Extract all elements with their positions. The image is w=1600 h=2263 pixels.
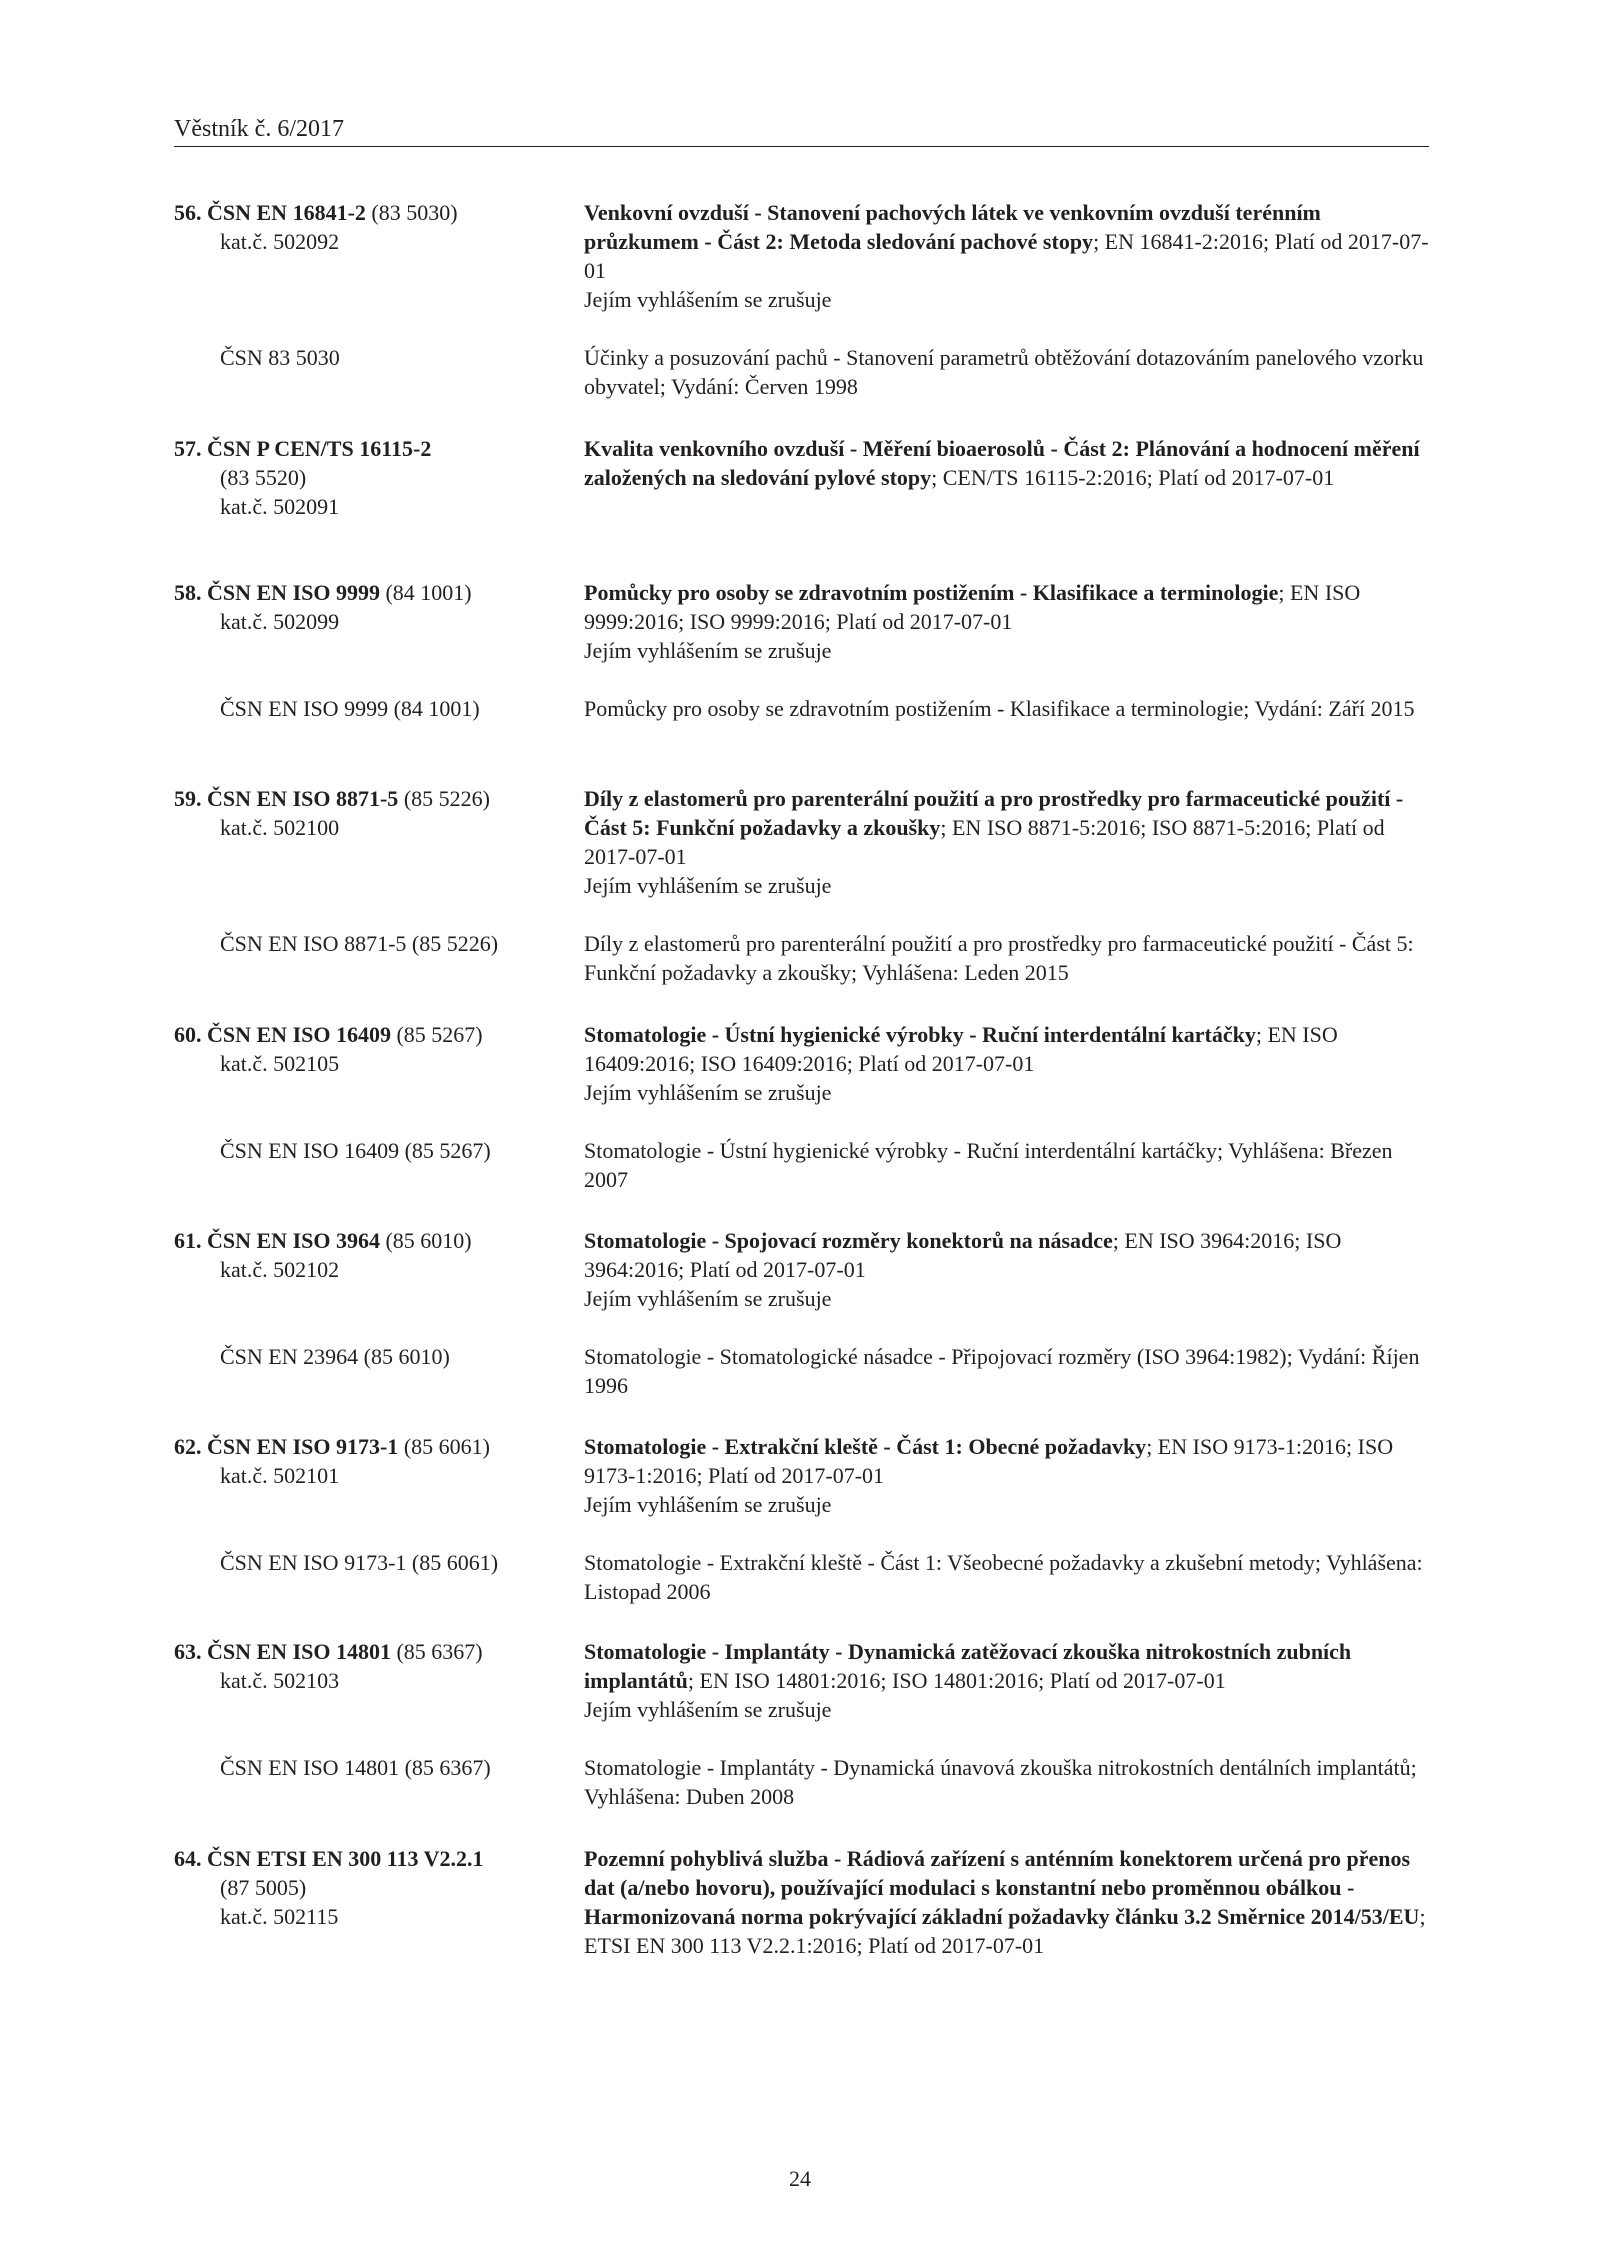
standard-entry-57 bbox=[174, 434, 1429, 519]
catalog-number: kat.č. 502099 bbox=[220, 609, 340, 634]
standard-code: ČSN EN ISO 8871-5 bbox=[207, 786, 399, 811]
entry-main-row bbox=[174, 1226, 1429, 1313]
standard-code: ČSN P CEN/TS 16115-2 bbox=[207, 436, 432, 461]
entry-identifier bbox=[174, 434, 574, 521]
withdrawn-description: Pomůcky pro osoby se zdravotním postižením - Klasifikace a terminologie; Vydání: Září 2015 bbox=[584, 696, 1415, 721]
entry-description bbox=[584, 1432, 1429, 1519]
withdrawn-description: Stomatologie - Extrakční kleště - Část 1: Všeobecné požadavky a zkušební metody; Vyhlášena: Listopad 2006 bbox=[584, 1550, 1423, 1604]
entry-number: 63. bbox=[174, 1639, 202, 1664]
entry-main-row bbox=[174, 1432, 1429, 1519]
withdraw-note: Jejím vyhlášením se zrušuje bbox=[584, 638, 832, 663]
standard-details: ; EN 16841-2:2016; Platí od 2017-07-01 bbox=[584, 229, 1429, 283]
entry-identifier bbox=[174, 1844, 574, 1931]
page-header bbox=[174, 114, 1429, 147]
standard-code: ČSN EN ISO 9999 bbox=[207, 580, 380, 605]
entry-description bbox=[584, 1844, 1429, 1960]
entry-description bbox=[584, 578, 1429, 665]
classification-code: (85 6010) bbox=[385, 1228, 472, 1253]
withdrawn-description: Účinky a posuzování pachů - Stanovení parametrů obtěžování dotazováním panelového vzorku obyvatel; Vydání: Červen 1998 bbox=[584, 345, 1424, 399]
withdrawn-code: ČSN 83 5030 bbox=[220, 345, 340, 370]
journal-title: Věstník č. 6/2017 bbox=[174, 116, 344, 142]
entry-number: 60. bbox=[174, 1022, 202, 1047]
standard-details: ; ETSI EN 300 113 V2.2.1:2016; Platí od 2017-07-01 bbox=[584, 1904, 1426, 1958]
entry-number: 56. bbox=[174, 200, 202, 225]
withdrawn-standard-row bbox=[174, 694, 1429, 723]
standard-entry-63 bbox=[174, 1637, 1429, 1811]
page-number: 24 bbox=[789, 2166, 811, 2191]
entry-description bbox=[584, 784, 1429, 900]
withdrawn-code: ČSN EN ISO 9173-1 (85 6061) bbox=[220, 1550, 499, 1575]
withdrawn-code: ČSN EN ISO 8871-5 (85 5226) bbox=[220, 931, 499, 956]
standard-title: Pozemní pohyblivá služba - Rádiová zařízení s anténním konektorem určená pro přenos dat (a/nebo hovoru), používající modulaci s konstantní nebo proměnnou obálkou - Harmonizovaná norma pokrývající základní požadavky článku 3.2 Směrnice 2014/53/EU bbox=[584, 1846, 1420, 1929]
classification-code: (85 6367) bbox=[396, 1639, 483, 1664]
page-footer bbox=[0, 2164, 1600, 2193]
standard-details: ; EN ISO 8871-5:2016; ISO 8871-5:2016; Platí od 2017-07-01 bbox=[584, 815, 1385, 869]
entry-description bbox=[584, 1226, 1429, 1313]
entry-identifier bbox=[174, 784, 574, 842]
standard-details: ; CEN/TS 16115-2:2016; Platí od 2017-07-01 bbox=[931, 465, 1335, 490]
catalog-number: kat.č. 502092 bbox=[220, 229, 340, 254]
classification-code: (83 5030) bbox=[371, 200, 458, 225]
entry-identifier bbox=[174, 1020, 574, 1078]
standard-entry-58 bbox=[174, 578, 1429, 723]
entry-main-row bbox=[174, 1637, 1429, 1724]
withdrawn-code: ČSN EN ISO 14801 (85 6367) bbox=[220, 1755, 491, 1780]
standard-details: ; EN ISO 9999:2016; ISO 9999:2016; Platí od 2017-07-01 bbox=[584, 580, 1361, 634]
entry-identifier bbox=[174, 578, 574, 636]
entry-identifier bbox=[174, 1226, 574, 1284]
classification-code: (85 5226) bbox=[403, 786, 490, 811]
standard-code: ČSN EN ISO 16409 bbox=[207, 1022, 391, 1047]
entry-main-row bbox=[174, 1844, 1429, 1960]
standard-title: Kvalita venkovního ovzduší - Měření bioaerosolů - Část 2: Plánování a hodnocení měření založených na sledování pylové stopy bbox=[584, 436, 1420, 490]
standard-title: Stomatologie - Spojovací rozměry konektorů na násadce bbox=[584, 1228, 1113, 1253]
classification-code: (85 6061) bbox=[403, 1434, 490, 1459]
entry-number: 59. bbox=[174, 786, 202, 811]
withdrawn-description: Díly z elastomerů pro parenterální použití a pro prostředky pro farmaceutické použití - Část 5: Funkční požadavky a zkoušky; Vyhlášena: Leden 2015 bbox=[584, 931, 1414, 985]
catalog-number: kat.č. 502100 bbox=[220, 815, 340, 840]
standard-code: ČSN EN ISO 14801 bbox=[207, 1639, 391, 1664]
standard-title: Stomatologie - Implantáty - Dynamická zatěžovací zkouška nitrokostních zubních implantátů bbox=[584, 1639, 1352, 1693]
standard-details: ; EN ISO 9173-1:2016; ISO 9173-1:2016; Platí od 2017-07-01 bbox=[584, 1434, 1394, 1488]
entry-main-row bbox=[174, 578, 1429, 665]
entry-main-row bbox=[174, 784, 1429, 900]
withdrawn-description: Stomatologie - Implantáty - Dynamická únavová zkouška nitrokostních dentálních implantátů; Vyhlášena: Duben 2008 bbox=[584, 1755, 1417, 1809]
standard-entry-59 bbox=[174, 784, 1429, 987]
standard-code: ČSN EN 16841-2 bbox=[207, 200, 366, 225]
classification-code: (83 5520) bbox=[220, 465, 307, 490]
withdrawn-standard-row bbox=[174, 1548, 1429, 1606]
withdrawn-standard-row bbox=[174, 929, 1429, 987]
classification-code: (84 1001) bbox=[385, 580, 472, 605]
catalog-number: kat.č. 502115 bbox=[220, 1904, 339, 1929]
entry-description bbox=[584, 434, 1429, 492]
standard-entry-61 bbox=[174, 1226, 1429, 1400]
standard-details: ; EN ISO 14801:2016; ISO 14801:2016; Platí od 2017-07-01 bbox=[687, 1668, 1226, 1693]
entry-description bbox=[584, 1637, 1429, 1724]
catalog-number: kat.č. 502105 bbox=[220, 1051, 340, 1076]
withdrawn-description: Stomatologie - Stomatologické násadce - Připojovací rozměry (ISO 3964:1982); Vydání: Říjen 1996 bbox=[584, 1344, 1420, 1398]
withdrawn-description: Stomatologie - Ústní hygienické výrobky - Ruční interdentální kartáčky; Vyhlášena: Březen 2007 bbox=[584, 1138, 1393, 1192]
withdraw-note: Jejím vyhlášením se zrušuje bbox=[584, 1286, 832, 1311]
classification-code: (87 5005) bbox=[220, 1875, 307, 1900]
withdraw-note: Jejím vyhlášením se zrušuje bbox=[584, 1492, 832, 1517]
standard-entry-62 bbox=[174, 1432, 1429, 1606]
entry-identifier bbox=[174, 198, 574, 256]
entry-number: 58. bbox=[174, 580, 202, 605]
standard-entry-60 bbox=[174, 1020, 1429, 1194]
catalog-number: kat.č. 502091 bbox=[220, 494, 340, 519]
standard-title: Stomatologie - Extrakční kleště - Část 1: Obecné požadavky bbox=[584, 1434, 1147, 1459]
withdrawn-code: ČSN EN 23964 (85 6010) bbox=[220, 1344, 450, 1369]
withdraw-note: Jejím vyhlášením se zrušuje bbox=[584, 287, 832, 312]
standard-code: ČSN EN ISO 9173-1 bbox=[207, 1434, 399, 1459]
withdraw-note: Jejím vyhlášením se zrušuje bbox=[584, 1080, 832, 1105]
withdrawn-standard-row bbox=[174, 343, 1429, 401]
catalog-number: kat.č. 502101 bbox=[220, 1463, 340, 1488]
withdrawn-standard-row bbox=[174, 1136, 1429, 1194]
withdrawn-code: ČSN EN ISO 9999 (84 1001) bbox=[220, 696, 480, 721]
standard-details: ; EN ISO 16409:2016; ISO 16409:2016; Platí od 2017-07-01 bbox=[584, 1022, 1338, 1076]
standard-code: ČSN ETSI EN 300 113 V2.2.1 bbox=[207, 1846, 484, 1871]
entry-number: 57. bbox=[174, 436, 202, 461]
standard-code: ČSN EN ISO 3964 bbox=[207, 1228, 380, 1253]
entry-number: 61. bbox=[174, 1228, 202, 1253]
entry-description bbox=[584, 198, 1429, 314]
catalog-number: kat.č. 502103 bbox=[220, 1668, 340, 1693]
entry-number: 62. bbox=[174, 1434, 202, 1459]
standard-title: Pomůcky pro osoby se zdravotním postižením - Klasifikace a terminologie bbox=[584, 580, 1279, 605]
entry-description bbox=[584, 1020, 1429, 1107]
entry-identifier bbox=[174, 1432, 574, 1490]
withdrawn-code: ČSN EN ISO 16409 (85 5267) bbox=[220, 1138, 491, 1163]
withdraw-note: Jejím vyhlášením se zrušuje bbox=[584, 873, 832, 898]
catalog-number: kat.č. 502102 bbox=[220, 1257, 340, 1282]
standard-details: ; EN ISO 3964:2016; ISO 3964:2016; Platí od 2017-07-01 bbox=[584, 1228, 1342, 1282]
standard-title: Stomatologie - Ústní hygienické výrobky - Ruční interdentální kartáčky bbox=[584, 1022, 1256, 1047]
entry-main-row bbox=[174, 198, 1429, 314]
entry-main-row bbox=[174, 434, 1429, 519]
withdraw-note: Jejím vyhlášením se zrušuje bbox=[584, 1697, 832, 1722]
standard-title: Venkovní ovzduší - Stanovení pachových látek ve venkovním ovzduší terénním průzkumem - Část 2: Metoda sledování pachové stopy bbox=[584, 200, 1321, 254]
entry-identifier bbox=[174, 1637, 574, 1695]
entry-main-row bbox=[174, 1020, 1429, 1107]
entry-number: 64. bbox=[174, 1846, 202, 1871]
withdrawn-standard-row bbox=[174, 1342, 1429, 1400]
standard-entry-56 bbox=[174, 198, 1429, 401]
classification-code: (85 5267) bbox=[396, 1022, 483, 1047]
standard-title: Díly z elastomerů pro parenterální použití a pro prostředky pro farmaceutické použití - Část 5: Funkční požadavky a zkoušky bbox=[584, 786, 1404, 840]
standard-entry-64 bbox=[174, 1844, 1429, 1960]
withdrawn-standard-row bbox=[174, 1753, 1429, 1811]
